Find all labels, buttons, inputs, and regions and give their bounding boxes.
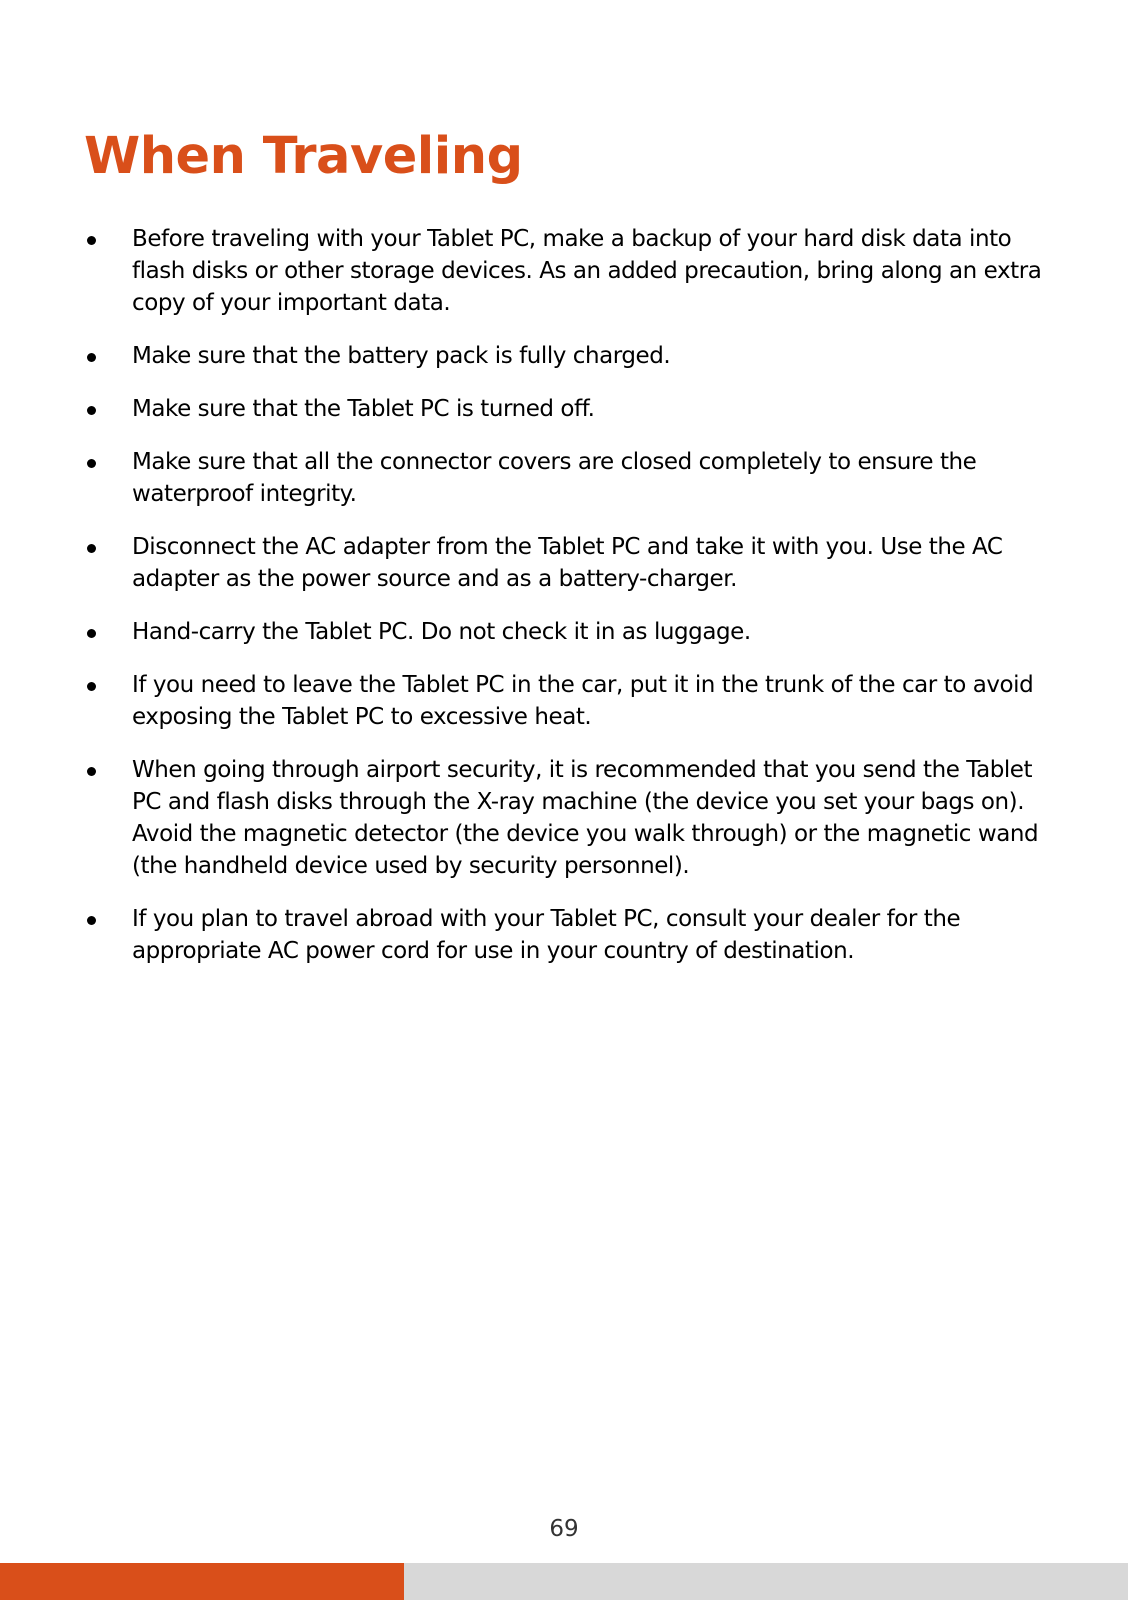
list-item-text: Make sure that the Tablet PC is turned off. <box>132 396 595 422</box>
list-item <box>84 669 1054 733</box>
list-item <box>84 340 1054 372</box>
page-number: 69 <box>549 1516 579 1542</box>
list-item <box>84 616 1054 648</box>
bullet-icon <box>87 353 96 362</box>
list-item <box>84 446 1054 510</box>
list-item <box>84 531 1054 595</box>
list-item <box>84 223 1054 319</box>
traveling-tips-list <box>84 223 1054 988</box>
footer-accent-bar <box>0 1563 404 1600</box>
bullet-icon <box>87 459 96 468</box>
list-item-text: If you plan to travel abroad with your Tablet PC, consult your dealer for the appropriate AC power cord for use in your country of destination. <box>132 906 961 964</box>
bullet-icon <box>87 236 96 245</box>
list-item-text: Disconnect the AC adapter from the Tablet PC and take it with you. Use the AC adapter as the power source and as a battery-charger. <box>132 534 1003 592</box>
list-item-text: Before traveling with your Tablet PC, make a backup of your hard disk data into flash disks or other storage devices. As an added precaution, bring along an extra copy of your important data. <box>132 226 1042 316</box>
bullet-icon <box>87 916 96 925</box>
list-item-text: Hand-carry the Tablet PC. Do not check it in as luggage. <box>132 619 751 645</box>
bullet-icon <box>87 767 96 776</box>
list-item-text: Make sure that the battery pack is fully charged. <box>132 343 671 369</box>
list-item-text: Make sure that all the connector covers are closed completely to ensure the waterproof integrity. <box>132 449 977 507</box>
footer-bar <box>0 1563 1128 1600</box>
list-item-text: When going through airport security, it is recommended that you send the Tablet PC and flash disks through the X-ray machine (the device you set your bags on). Avoid the magnetic detector (the device you walk through) or the magnetic wand (the handheld device used by security personnel). <box>132 757 1039 879</box>
page-title: When Traveling <box>84 127 523 186</box>
list-item <box>84 754 1054 882</box>
list-item-text: If you need to leave the Tablet PC in the car, put it in the trunk of the car to avoid exposing the Tablet PC to excessive heat. <box>132 672 1034 730</box>
bullet-icon <box>87 682 96 691</box>
bullet-icon <box>87 629 96 638</box>
bullet-icon <box>87 406 96 415</box>
list-item <box>84 393 1054 425</box>
list-item <box>84 903 1054 967</box>
bullet-icon <box>87 544 96 553</box>
